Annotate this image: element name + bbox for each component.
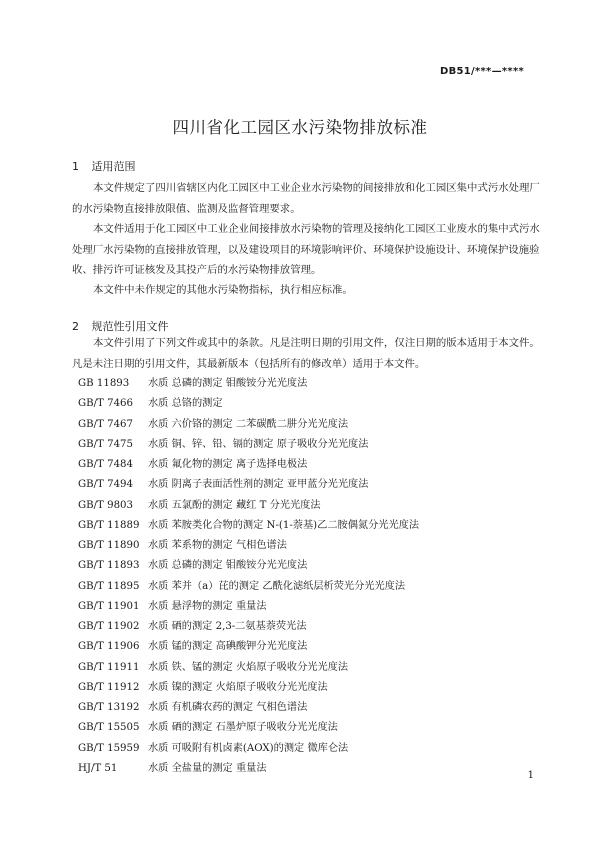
section-title: 规范性引用文件	[91, 320, 169, 333]
paragraph: 本文件规定了四川省辖区内化工园区中工业企业水污染物的间接排放和化工园区集中式污水处理厂的水污染物直接排放限值、监测及监督管理要求。	[72, 182, 540, 215]
reference-title: 水质 苯系物的测定 气相色谱法	[148, 540, 287, 551]
reference-code: GB/T 11893	[78, 560, 140, 572]
paragraph: 本文件适用于化工园区中工业企业间接排放水污染物的管理及接纳化工园区工业废水的集中式污水处理厂水污染物的直接排放管理，以及建设项目的环境影响评价、环境保护设施设计、环境保护设施验收、排污许可证核发及其投产后的水污染物排放管理。	[72, 223, 540, 276]
reference-code: GB/T 7467	[78, 418, 134, 430]
reference-list	[72, 374, 542, 779]
reference-title: 水质 可吸附有机卤素(AOX)的测定 微库仑法	[148, 742, 349, 754]
reference-title: 水质 阴离子表面活性剂的测定 亚甲蓝分光光度法	[148, 479, 369, 491]
reference-title: 水质 全盐量的测定 重量法	[148, 762, 267, 774]
reference-item	[72, 556, 542, 576]
reference-item	[72, 637, 542, 657]
section-number: 1	[72, 160, 79, 173]
reference-item	[72, 394, 542, 414]
reference-title: 水质 硒的测定 2,3-二氨基萘荧光法	[148, 621, 307, 632]
reference-code: GB/T 11912	[78, 681, 140, 693]
reference-title: 水质 有机磷农药的测定 气相色谱法	[148, 702, 308, 713]
reference-code: GB/T 11901	[78, 600, 140, 612]
reference-code: GB/T 9803	[78, 499, 134, 511]
reference-title: 水质 铁、锰的测定 火焰原子吸收分光光度法	[148, 661, 349, 673]
reference-item	[72, 516, 542, 536]
page-number: 1	[527, 770, 534, 781]
reference-code: GB/T 7484	[78, 459, 134, 470]
reference-item	[72, 617, 542, 637]
reference-title: 水质 总磷的测定 钼酸铵分光光度法	[148, 560, 308, 572]
section-heading-references	[72, 318, 169, 334]
section-heading-scope	[72, 158, 136, 174]
reference-code: GB/T 7494	[78, 479, 134, 491]
reference-code: GB/T 15959	[78, 742, 140, 754]
reference-item	[72, 415, 542, 435]
reference-title: 水质 总铬的测定	[148, 398, 223, 410]
reference-code: GB/T 11906	[78, 641, 140, 653]
reference-item	[72, 577, 542, 597]
reference-title: 水质 硒的测定 石墨炉原子吸收分光光度法	[148, 722, 338, 734]
section-number: 2	[72, 320, 79, 333]
reference-code: GB/T 13192	[78, 702, 140, 713]
reference-code: GB/T 11902	[78, 621, 140, 632]
reference-code: GB/T 7466	[78, 398, 134, 410]
reference-title: 水质 苯胺类化合物的测定 N-(1-萘基)乙二胺偶氮分光光度法	[148, 519, 420, 531]
reference-title: 水质 六价铬的测定 二苯碳酰二肼分光光度法	[148, 418, 349, 430]
reference-item	[72, 718, 542, 738]
reference-item	[72, 496, 542, 516]
reference-title: 水质 总磷的测定 钼酸铵分光光度法	[148, 378, 308, 389]
reference-title: 水质 苯并（a）芘的测定 乙酰化滤纸层析荧光分光光度法	[148, 580, 406, 592]
reference-code: GB 11893	[78, 378, 130, 389]
reference-code: GB/T 15505	[78, 722, 140, 734]
paragraph: 本文件中未作规定的其他水污染物指标，执行相应标准。	[93, 284, 353, 296]
reference-item	[72, 374, 542, 394]
reference-item	[72, 536, 542, 556]
reference-item	[72, 455, 542, 475]
reference-code: HJ/T 51	[78, 762, 118, 774]
reference-code: GB/T 11890	[78, 540, 140, 551]
paragraph: 本文件引用了下列文件或其中的条款。凡是注明日期的引用文件，仅注日期的版本适用于本文件。凡是未注日期的引用文件，其最新版本（包括所有的修改单）适用于本文件。	[72, 337, 540, 370]
reference-item	[72, 698, 542, 718]
reference-item	[72, 658, 542, 678]
reference-title: 水质 悬浮物的测定 重量法	[148, 600, 267, 612]
reference-item	[72, 678, 542, 698]
reference-title: 水质 五氯酚的测定 藏红 T 分光光度法	[148, 499, 321, 511]
reference-item	[72, 435, 542, 455]
reference-title: 水质 锰的测定 高碘酸钾分光光度法	[148, 641, 308, 653]
reference-item	[72, 475, 542, 495]
reference-title: 水质 氟化物的测定 离子选择电极法	[148, 459, 308, 470]
section-title: 适用范围	[91, 160, 136, 173]
reference-title: 水质 镍的测定 火焰原子吸收分光光度法	[148, 681, 328, 693]
reference-item	[72, 759, 542, 779]
document-code: DB51/***—****	[440, 66, 524, 77]
reference-code: GB/T 7475	[78, 438, 134, 450]
reference-title: 水质 铜、锌、铅、镉的测定 原子吸收分光光度法	[148, 438, 369, 450]
reference-code: GB/T 11889	[78, 519, 140, 531]
reference-item	[72, 739, 542, 759]
reference-code: GB/T 11911	[78, 661, 140, 673]
reference-code: GB/T 11895	[78, 580, 140, 592]
page-title: 四川省化工园区水污染物排放标准	[172, 118, 428, 137]
reference-item	[72, 597, 542, 617]
